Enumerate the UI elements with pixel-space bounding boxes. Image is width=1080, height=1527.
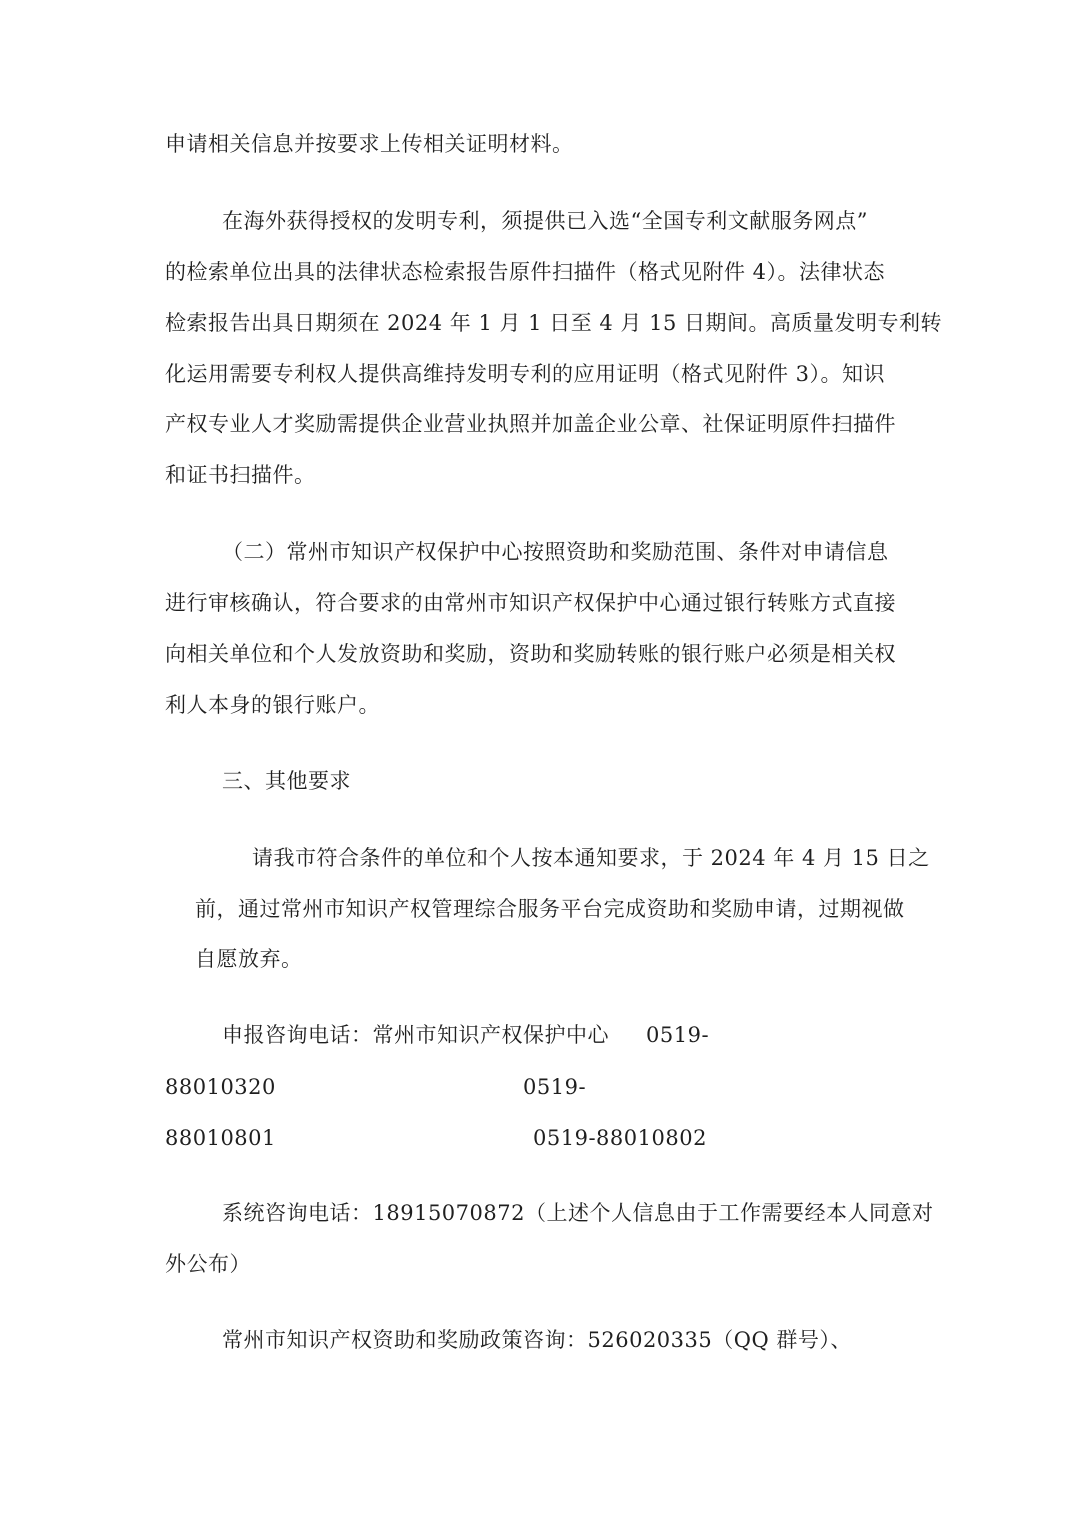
text-line: 检索报告出具日期须在 2024 年 1 月 1 日至 4 月 15 日期间。高质量发明专利转 (165, 311, 942, 335)
text-line: 化运用需要专利权人提供高维持发明专利的应用证明（格式见附件 3）。知识 (165, 362, 886, 386)
text-line: 产权专业人才奖励需提供企业营业执照并加盖企业公章、社保证明原件扫描件 (165, 412, 896, 436)
section-heading: 三、其他要求 (222, 769, 351, 793)
phone-number: 88010320 (165, 1075, 276, 1099)
text-line: 自愿放弃。 (195, 947, 303, 971)
text-line: 和证书扫描件。 (165, 463, 316, 487)
text-line: 系统咨询电话：18915070872（上述个人信息由于工作需要经本人同意对 (222, 1201, 934, 1225)
text-line: 进行审核确认，符合要求的由常州市知识产权保护中心通过银行转账方式直接 (165, 591, 896, 615)
text-line: 申报咨询电话：常州市知识产权保护中心 (222, 1023, 609, 1047)
text-line: 请我市符合条件的单位和个人按本通知要求，于 2024 年 4 月 15 日之 (252, 846, 930, 870)
phone-number: 0519-88010802 (533, 1126, 707, 1150)
text-line: 利人本身的银行账户。 (165, 693, 380, 717)
text-line: 的检索单位出具的法律状态检索报告原件扫描件（格式见附件 4）。法律状态 (165, 260, 886, 284)
text-line: 在海外获得授权的发明专利，须提供已入选“全国专利文献服务网点” (222, 209, 868, 233)
text-line: 前，通过常州市知识产权管理综合服务平台完成资助和奖励申请，过期视做 (195, 897, 905, 921)
text-line: 外公布） (165, 1252, 251, 1276)
text-line: （二）常州市知识产权保护中心按照资助和奖励范围、条件对申请信息 (222, 540, 889, 564)
text-line: 向相关单位和个人发放资助和奖励，资助和奖励转账的银行账户必须是相关权 (165, 642, 896, 666)
text-line: 申请相关信息并按要求上传相关证明材料。 (165, 132, 574, 156)
phone-number: 88010801 (165, 1126, 276, 1150)
phone-number: 0519- (646, 1023, 710, 1047)
text-line: 常州市知识产权资助和奖励政策咨询：526020335（QQ 群号）、 (222, 1328, 852, 1352)
phone-number: 0519- (523, 1075, 587, 1099)
